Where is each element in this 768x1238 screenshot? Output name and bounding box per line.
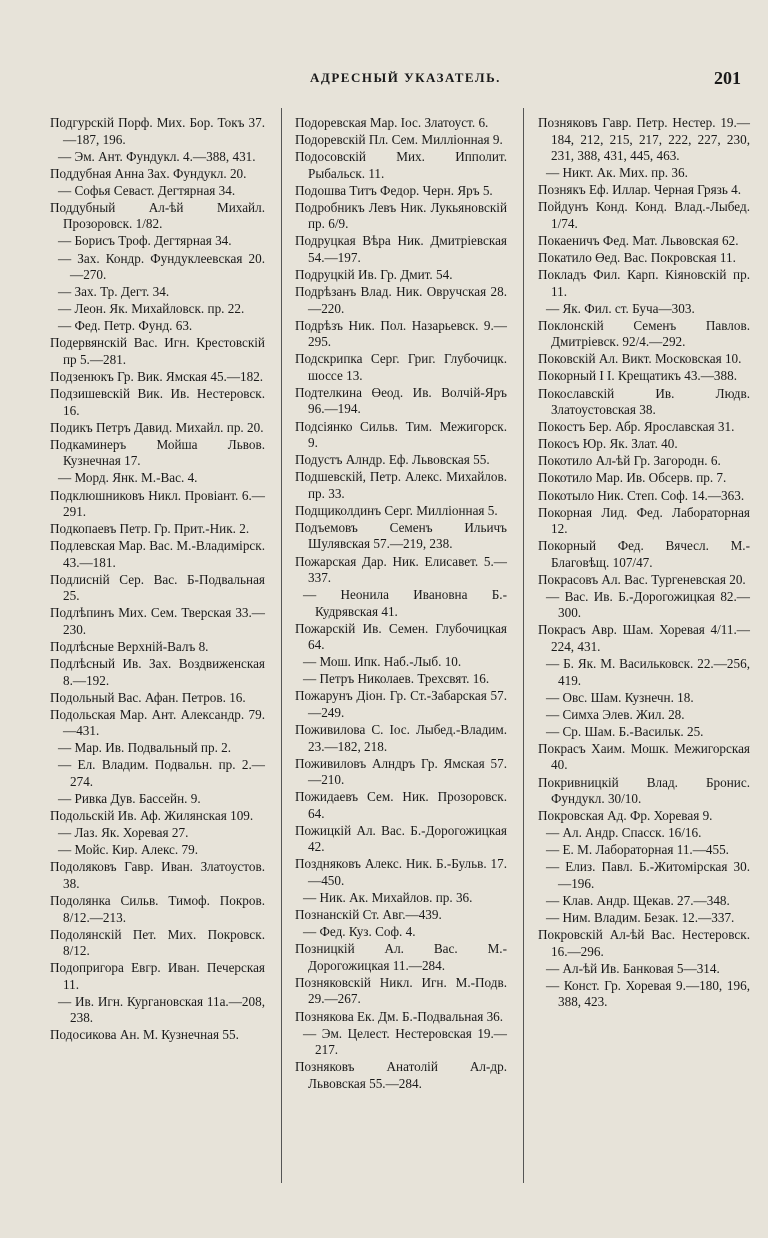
directory-entry: Подъемовъ Семенъ Ильичъ Шулявская 57.—219, 238. (295, 519, 507, 552)
directory-entry: Покорная Лид. Фед. Лабораторная 12. (538, 504, 750, 537)
directory-entry: Подоляковъ Гавр. Иван. Златоустов. 38. (50, 859, 265, 891)
directory-entry: Подольскій Ив. Аф. Жилянская 109. (50, 808, 254, 824)
page-number: 201 (714, 68, 741, 88)
directory-entry: — Петръ Николаев. Трехсвят. 16. (303, 671, 490, 687)
directory-entry: Познякова Ек. Дм. Б.-Подвальная 36. (295, 1008, 504, 1024)
directory-entry: — Овс. Шам. Кузнечн. 18. (546, 689, 694, 705)
directory-entry: — Леон. Як. Михайловск. пр. 22. (58, 301, 245, 317)
directory-entry: Пожидаевъ Сем. Ник. Прозоровск. 64. (295, 789, 507, 821)
directory-entry: Подруцкій Ив. Гр. Дмит. 54. (295, 267, 453, 283)
directory-column-2 (295, 115, 507, 1093)
directory-entry: Подгурскій Порф. Мих. Бор. Токъ 37.—187, 196. (50, 115, 265, 147)
directory-entry: Подлѣсный Ив. Зах. Воздвиженская 8.—192. (50, 656, 265, 688)
directory-entry: — Ник. Ак. Михайлов. пр. 36. (303, 890, 473, 906)
directory-entry: Пожарская Дар. Ник. Елисавет. 5.—337. (295, 553, 507, 585)
directory-entry: Подоревская Мар. Іос. Златоуст. 6. (295, 115, 489, 130)
directory-entry: Подлевская Мар. Вас. М.-Владимірск. 43.—181. (50, 538, 265, 570)
directory-entry: — Эм. Целест. Нестеровская 19.—217. (303, 1025, 507, 1058)
directory-entry: Поклонскій Семенъ Павлов. Дмитріевск. 92/4.—292. (538, 317, 750, 350)
directory-entry: Подкопаевъ Петр. Гр. Прит.-Ник. 2. (50, 521, 250, 537)
directory-entry: — Зах. Кондр. Фундуклеевская 20.—270. (58, 250, 265, 283)
directory-entry: Подрѣзанъ Влад. Ник. Овручская 28.—220. (295, 284, 507, 316)
directory-entry: Подклюшниковъ Никл. Провіант. 6.—291. (50, 487, 265, 519)
running-head: АДРЕСНЫЙ УКАЗАТЕЛЬ. (310, 70, 501, 85)
directory-entry: Подольный Вас. Афан. Петров. 16. (50, 689, 246, 705)
directory-entry: — Ел. Владим. Подвальн. пр. 2.—274. (58, 757, 265, 789)
directory-entry: Подруцкая Вѣра Ник. Дмитріевская 54.—197. (295, 233, 507, 265)
directory-entry: Позницкій Ал. Вас. М.-Дорогожицкая 11.—284. (295, 941, 507, 973)
directory-entry: Пожицкій Ал. Вас. Б.-Дорогожицкая 42. (295, 822, 507, 855)
directory-entry: — Як. Фил. ст. Буча—303. (546, 300, 695, 316)
directory-entry: — Морд. Янк. М.-Вас. 4. (58, 470, 198, 486)
directory-entry: Покатило Өед. Вас. Покровская 11. (538, 249, 736, 265)
directory-entry: Подосикова Ан. М. Кузнечная 55. (50, 1027, 239, 1043)
directory-entry: Подрѣзъ Ник. Пол. Назарьевск. 9.—295. (295, 317, 507, 350)
directory-entry: Подолянскій Пет. Мих. Покровск. 8/12. (50, 926, 265, 959)
directory-entry: Покорный Фед. Вячесл. М.-Благовѣщ. 107/47. (538, 538, 750, 570)
directory-entry: Подлисній Сер. Вас. Б-Подвальная 25. (50, 571, 265, 604)
directory-entry: — Симха Элев. Жил. 28. (546, 706, 685, 722)
directory-entry: — Софья Севаст. Дегтярная 34. (58, 182, 236, 198)
directory-entry: Подолянка Сильв. Тимоф. Покров. 8/12.—213. (50, 893, 265, 925)
directory-entry: — Конст. Гр. Хоревая 9.—180, 196, 388, 423. (546, 977, 750, 1010)
directory-entry: — Вас. Ив. Б.-Дорогожицкая 82.—300. (546, 588, 750, 621)
directory-entry: Покаеничъ Фед. Мат. Львовская 62. (538, 232, 739, 248)
directory-entry: Покрасъ Авр. Шам. Хоревая 4/11.—224, 431. (538, 622, 750, 654)
directory-entry: Подустъ Алндр. Еф. Львовская 55. (295, 452, 490, 468)
directory-entry: Покостъ Бер. Абр. Ярославская 31. (538, 419, 735, 435)
directory-entry: Пожарунъ Діон. Гр. Ст.-Забарская 57.—249. (295, 688, 507, 720)
directory-entry: — Ив. Игн. Кургановская 11а.—208, 238. (58, 993, 265, 1026)
directory-entry: — Ривка Дув. Бассейн. 9. (58, 791, 201, 807)
directory-entry: Поковскій Ал. Викт. Московская 10. (538, 351, 742, 367)
directory-entry: — Мар. Ив. Подвальный пр. 2. (58, 740, 232, 756)
directory-entry: Подщиколдинъ Серг. Милліонная 5. (295, 502, 498, 518)
directory-entry: Подтелкина Өеод. Ив. Волчій-Яръ 96.—194. (295, 384, 507, 417)
directory-entry: Покровская Ад. Фр. Хоревая 9. (538, 808, 713, 824)
directory-entry: Познанскій Ст. Авг.—439. (295, 907, 442, 923)
directory-entry: Подольская Мар. Ант. Александр. 79.—431. (50, 706, 265, 739)
directory-entry: Покотило Ал-ѣй Гр. Загородн. 6. (538, 453, 721, 469)
directory-entry: Поживилова С. Іос. Лыбед.-Владим. 23.—182, 218. (295, 722, 507, 754)
directory-entry: — Фед. Куз. Соф. 4. (303, 924, 416, 940)
directory-entry: Подлѣпинъ Мих. Сем. Тверская 33.—230. (50, 605, 265, 637)
column-divider (523, 108, 524, 1183)
directory-entry: — Е. М. Лабораторная 11.—455. (546, 842, 729, 858)
directory-entry: — Елиз. Павл. Б.-Житомірская 30.—196. (546, 859, 750, 891)
directory-entry: Покривницкій Влад. Бронис. Фундукл. 30/10. (538, 774, 750, 807)
directory-entry: Позняковскій Никл. Игн. М.-Подв. 29.—267. (295, 974, 507, 1007)
directory-entry: Подробникъ Левъ Ник. Лукьяновскій пр. 6/9. (295, 199, 507, 232)
directory-entry: Покотыло Ник. Степ. Соф. 14.—363. (538, 487, 745, 503)
directory-entry: — Никт. Ак. Мих. пр. 36. (546, 165, 688, 181)
directory-entry: — Лаз. Як. Хоревая 27. (58, 825, 189, 841)
directory-entry: — Фед. Петр. Фунд. 63. (58, 318, 193, 334)
directory-entry: — Б. Як. М. Васильковск. 22.—256, 419. (546, 656, 750, 688)
directory-entry: — Борисъ Троф. Дегтярная 34. (58, 233, 232, 249)
directory-entry: — Ср. Шам. Б.-Васильк. 25. (546, 723, 704, 739)
directory-entry: — Ал-ѣй Ив. Банковая 5—314. (546, 960, 720, 976)
directory-entry: Познякъ Еф. Иллар. Черная Грязь 4. (538, 182, 742, 198)
directory-entry: Подошва Титъ Федор. Черн. Яръ 5. (295, 182, 493, 198)
directory-entry: Покладъ Фил. Карп. Кіяновскій пр. 11. (538, 267, 750, 299)
directory-entry: Подзенюкъ Гр. Вик. Ямская 45.—182. (50, 369, 264, 385)
directory-entry: Подервянскій Вас. Игн. Крестовскій пр 5.—281. (50, 335, 265, 367)
directory-entry: Поддубная Анна Зах. Фундукл. 20. (50, 165, 247, 181)
directory-entry: Покотило Мар. Ив. Обсерв. пр. 7. (538, 470, 727, 486)
directory-entry: — Клав. Андр. Щекав. 27.—348. (546, 893, 730, 908)
directory-entry: — Ал. Андр. Спасск. 16/16. (546, 825, 702, 841)
directory-entry: Подикъ Петръ Давид. Михайл. пр. 20. (50, 419, 264, 435)
directory-entry: Покославскій Ив. Людв. Златоустовская 38. (538, 385, 750, 418)
directory-entry: Подопригора Евгр. Иван. Печерская 11. (50, 960, 265, 992)
directory-entry: Позняковъ Анатолій Ал-др. Львовская 55.—284. (295, 1059, 507, 1091)
column-divider (281, 108, 282, 1183)
directory-entry: — Неонила Ивановна Б.-Кудрявская 41. (303, 587, 507, 619)
directory-column-3 (538, 115, 750, 1011)
directory-entry: — Зах. Тр. Дегт. 34. (58, 284, 170, 300)
directory-entry: Подшевскій, Петр. Алекс. Михайлов. пр. 33. (295, 469, 507, 501)
directory-entry: Поживиловъ Алндръ Гр. Ямская 57.—210. (295, 755, 507, 788)
directory-entry: Покрасовъ Ал. Вас. Тургеневская 20. (538, 571, 746, 587)
directory-entry: Подосовскій Мих. Ипполит. Рыбальск. 11. (295, 149, 507, 181)
directory-entry: Подлѣсные Верхній-Валъ 8. (50, 638, 209, 654)
directory-entry: Подоревскій Пл. Сем. Милліонная 9. (295, 132, 503, 148)
directory-entry: Позняковъ Гавр. Петр. Нестер. 19.—184, 212, 215, 217, 222, 227, 230, 231, 388, 431, 445, 463. (538, 115, 750, 163)
directory-entry: — Ним. Владим. Безак. 12.—337. (546, 910, 735, 926)
directory-entry: — Мош. Ипк. Наб.-Лыб. 10. (303, 654, 462, 670)
directory-entry: Подзишевскій Вик. Ив. Нестеровск. 16. (50, 386, 265, 418)
directory-column-1 (50, 115, 265, 1044)
directory-entry: Покосъ Юр. Як. Злат. 40. (538, 436, 678, 452)
directory-entry: Подкаминеръ Мойша Львов. Кузнечная 17. (50, 436, 265, 469)
directory-entry: Подсіянко Сильв. Тим. Межигорск. 9. (295, 418, 507, 451)
directory-entry: — Мойс. Кир. Алекс. 79. (58, 842, 198, 858)
directory-entry: Пожарскій Ив. Семен. Глубочицкая 64. (295, 620, 507, 653)
directory-entry: Покорный І І. Крещатикъ 43.—388. (538, 368, 737, 384)
directory-entry: Покровскій Ал-ѣй Вас. Нестеровск. 16.—296. (538, 927, 750, 959)
directory-entry: Пойдунъ Конд. Конд. Влад.-Лыбед. 1/74. (538, 199, 750, 231)
directory-entry: — Эм. Ант. Фундукл. 4.—388, 431. (58, 148, 256, 164)
directory-entry: Поддубный Ал-ѣй Михайл. Прозоровск. 1/82. (50, 199, 265, 232)
directory-entry: Покрасъ Хаим. Мошк. Межигорская 40. (538, 740, 750, 773)
directory-entry: Подскрипка Серг. Григ. Глубочицк. шоссе 13. (295, 351, 507, 383)
directory-entry: Поздняковъ Алекс. Ник. Б.-Бульв. 17.—450. (295, 856, 507, 888)
